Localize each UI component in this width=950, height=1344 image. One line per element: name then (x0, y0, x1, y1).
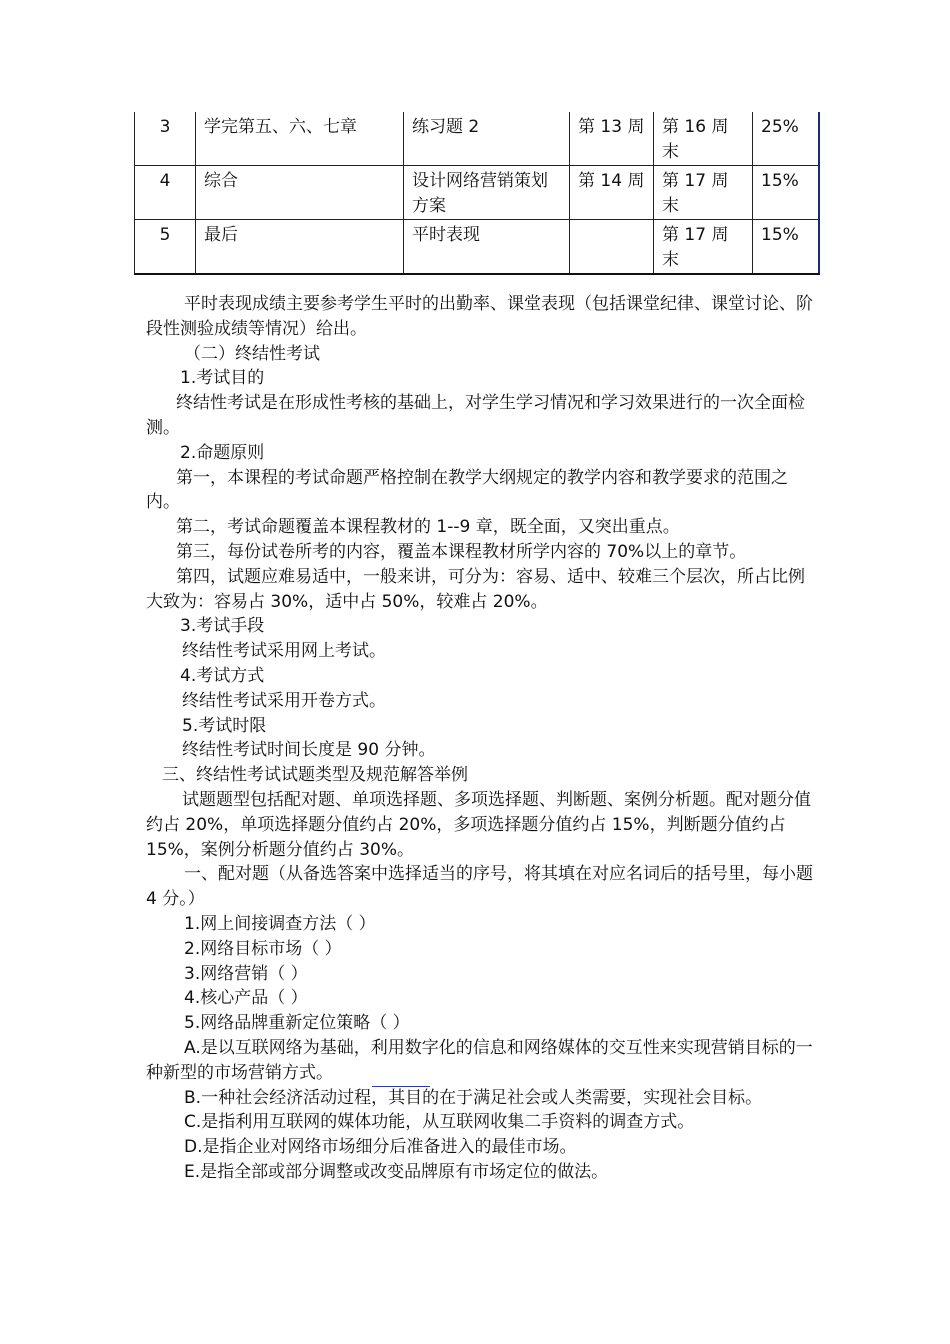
body-text (146, 292, 814, 1185)
paragraph: 终结性考试是在形成性考核的基础上，对学生学习情况和学习效果进行的一次全面检测。 (146, 393, 805, 438)
question-item: 5.网络品牌重新定位策略（ ） (184, 1013, 410, 1034)
cell-weight: 15% (753, 166, 819, 220)
cell-content: 学完第五、六、七章 (196, 112, 404, 166)
cell-assign-week (570, 220, 654, 275)
answer-option: B.一种社会经济活动过程，其目的在于满足社会或人类需要，实现社会目标。 (184, 1087, 763, 1108)
subheading: 4.考试方式 (180, 665, 265, 686)
paragraph: 平时表现成绩主要参考学生平时的出勤率、课堂表现（包括课堂纪律、课堂讨论、阶段性测验成绩等情况）给出。 (146, 294, 813, 339)
subheading: 1.考试目的 (180, 368, 265, 389)
subheading: 2.命题原则 (180, 442, 265, 463)
paragraph: 第四，试题应难易适中，一般来讲，可分为：容易、适中、较难三个层次，所占比例大致为：容易占 30%，适中占 50%，较难占 20%。 (146, 566, 805, 612)
paragraph: 第一，本课程的考试命题严格控制在教学大纲规定的教学内容和教学要求的范围之内。 (146, 467, 788, 513)
cell-content: 综合 (196, 166, 404, 220)
cell-due-week: 第 17 周末 (654, 166, 753, 220)
assessment-table (134, 112, 820, 275)
paragraph: 试题题型包括配对题、单项选择题、多项选择题、判断题、案例分析题。配对题分值约占 20%，单项选择题分值约占 20%，多项选择题分值约占 15%，判断题分值约占 15%，案例分析题分值约占 30%。 (146, 789, 811, 860)
cell-assign-week: 第 14 周 (570, 166, 654, 220)
paragraph: 终结性考试采用开卷方式。 (182, 690, 386, 711)
paragraph: 第二，考试命题覆盖本课程教材的 1--9 章，既全面，又突出重点。 (176, 517, 680, 538)
cell-task: 平时表现 (404, 220, 570, 275)
cell-number: 3 (135, 112, 196, 166)
table-row (135, 220, 819, 275)
paragraph: 终结性考试时间长度是 90 分钟。 (182, 740, 436, 761)
answer-option: A.是以互联网络为基础，利用数字化的信息和网络媒体的交互性来实现营销目标的一种新型的市场营销方式。 (146, 1037, 813, 1083)
cell-number: 4 (135, 166, 196, 220)
question-item: 3.网络营销（ ） (184, 963, 308, 984)
subheading: 3.考试手段 (180, 616, 265, 637)
cell-due-week: 第 16 周末 (654, 112, 753, 166)
paragraph: 一、配对题（从备选答案中选择适当的序号，将其填在对应名词后的括号里，每小题 4 分。） (146, 864, 813, 910)
cell-content: 最后 (196, 220, 404, 275)
cell-assign-week: 第 13 周 (570, 112, 654, 166)
table-row (135, 166, 819, 220)
cell-task: 练习题 2 (404, 112, 570, 166)
answer-option: D.是指企业对网络市场细分后准备进入的最佳市场。 (184, 1137, 577, 1158)
cell-weight: 15% (753, 220, 819, 275)
section-heading: 三、终结性考试试题类型及规范解答举例 (162, 765, 468, 786)
paragraph: 第三，每份试卷所考的内容，覆盖本课程教材所学内容的 70%以上的章节。 (176, 541, 747, 562)
hyperlink-underline (372, 1086, 430, 1087)
cell-due-week: 第 17 周末 (654, 220, 753, 275)
answer-option: C.是指利用互联网的媒体功能，从互联网收集二手资料的调查方式。 (184, 1112, 695, 1133)
cell-weight: 25% (753, 112, 819, 166)
cell-task: 设计网络营销策划方案 (404, 166, 570, 220)
subheading: 5.考试时限 (182, 715, 267, 736)
table-row (135, 112, 819, 166)
paragraph: 终结性考试采用网上考试。 (182, 641, 386, 662)
answer-option: E.是指全部或部分调整或改变品牌原有市场定位的做法。 (184, 1161, 609, 1182)
question-item: 1.网上间接调查方法（ ） (184, 913, 376, 934)
question-item: 4.核心产品（ ） (184, 988, 308, 1009)
cell-number: 5 (135, 220, 196, 275)
section-heading: （二）终结性考试 (184, 343, 320, 364)
question-item: 2.网络目标市场（ ） (184, 938, 342, 959)
